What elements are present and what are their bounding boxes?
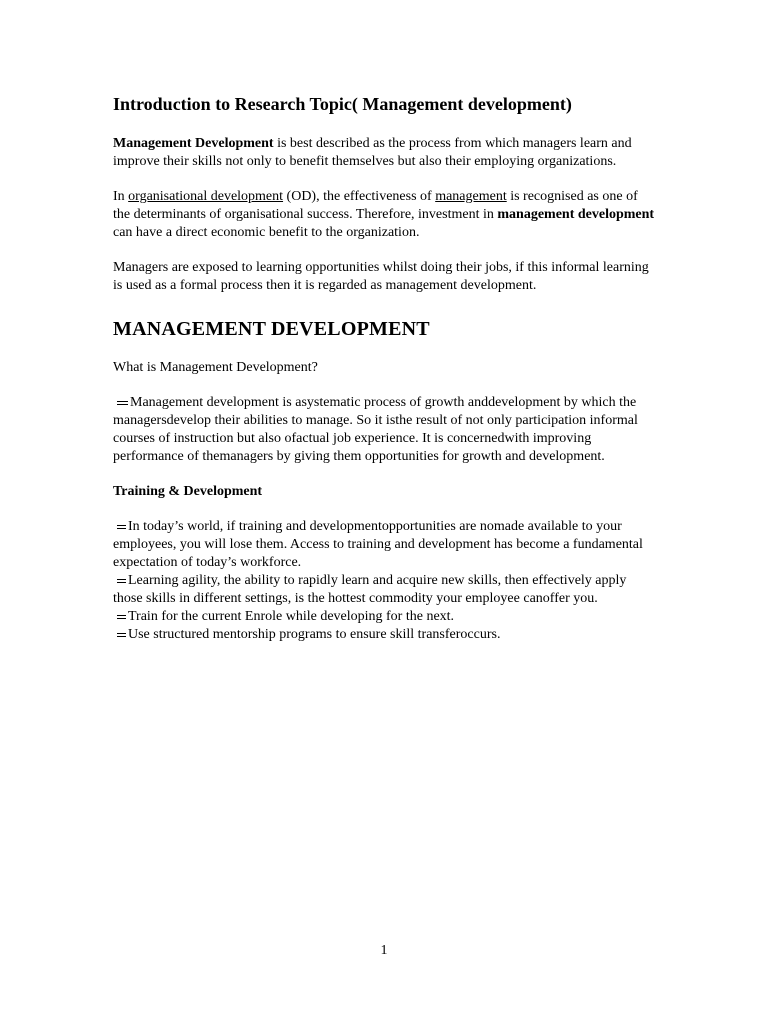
intro-p2-text-a: In — [113, 189, 129, 204]
intro-p1-text: is best described as the process from which managers learn and improve their skills not only to benefit themselves but also their employing organizations. — [113, 136, 632, 169]
training-bullet-text: In today’s world, if training and developmentopportunities are nomade available to your employees, you will lose them. Access to training and development has become a fundamental expectation of today’s workforce. — [113, 519, 643, 570]
training-bullet-text: Train for the current Enrole while developing for the next. — [128, 609, 455, 624]
intro-paragraph-2 — [113, 188, 658, 242]
bullet-icon — [117, 631, 126, 638]
training-bullet-text: Use structured mentorship programs to ensure skill transferoccurs. — [128, 627, 501, 642]
bullet-icon — [117, 613, 126, 620]
definition-text: Management development is asystematic process of growth anddevelopment by which the managersdevelop their abilities to manage. So it isthe result of not only participation informal courses of instruction but also ofactual job experience. It is concernedwith improving performance of themanagers by giving them opportunities for growth and development. — [113, 395, 638, 464]
training-bullet — [113, 572, 658, 608]
bullet-icon — [117, 399, 128, 406]
intro-paragraph-3: Managers are exposed to learning opportunities whilst doing their jobs, if this informal learning is used as a formal process then it is regarded as management development. — [113, 260, 649, 293]
section-heading: MANAGEMENT DEVELOPMENT — [113, 318, 430, 340]
intro-bold-term: Management Development — [113, 136, 274, 151]
management-link[interactable]: management — [435, 189, 507, 204]
intro-p2-text-c: is recognised as one of the determinants of organisational success. Therefore, investment in — [113, 189, 638, 222]
training-bullet — [113, 518, 658, 572]
section-question: What is Management Development? — [113, 360, 318, 375]
training-bullet-text: Learning agility, the ability to rapidly learn and acquire new skills, then effectively apply those skills in different settings, is the hottest commodity your employee canoffer you. — [113, 573, 627, 606]
document-page — [113, 92, 658, 644]
intro-p2-bold-term: management development — [497, 207, 655, 222]
document-title: Introduction to Research Topic( Management development) — [113, 94, 572, 114]
organisational-development-link[interactable]: organisational development — [128, 189, 284, 204]
intro-p2-text-d: can have a direct economic benefit to the organization. — [113, 225, 420, 240]
intro-paragraph-1 — [113, 135, 658, 171]
bullet-icon — [117, 577, 126, 584]
training-bullet — [113, 608, 658, 626]
subheading: Training & Development — [113, 484, 263, 499]
definition-bullet — [113, 394, 658, 466]
page-number: 1 — [380, 943, 388, 958]
bullet-icon — [117, 523, 126, 530]
intro-p2-text-b: (OD), the effectiveness of — [283, 189, 436, 204]
training-bullet — [113, 626, 658, 644]
